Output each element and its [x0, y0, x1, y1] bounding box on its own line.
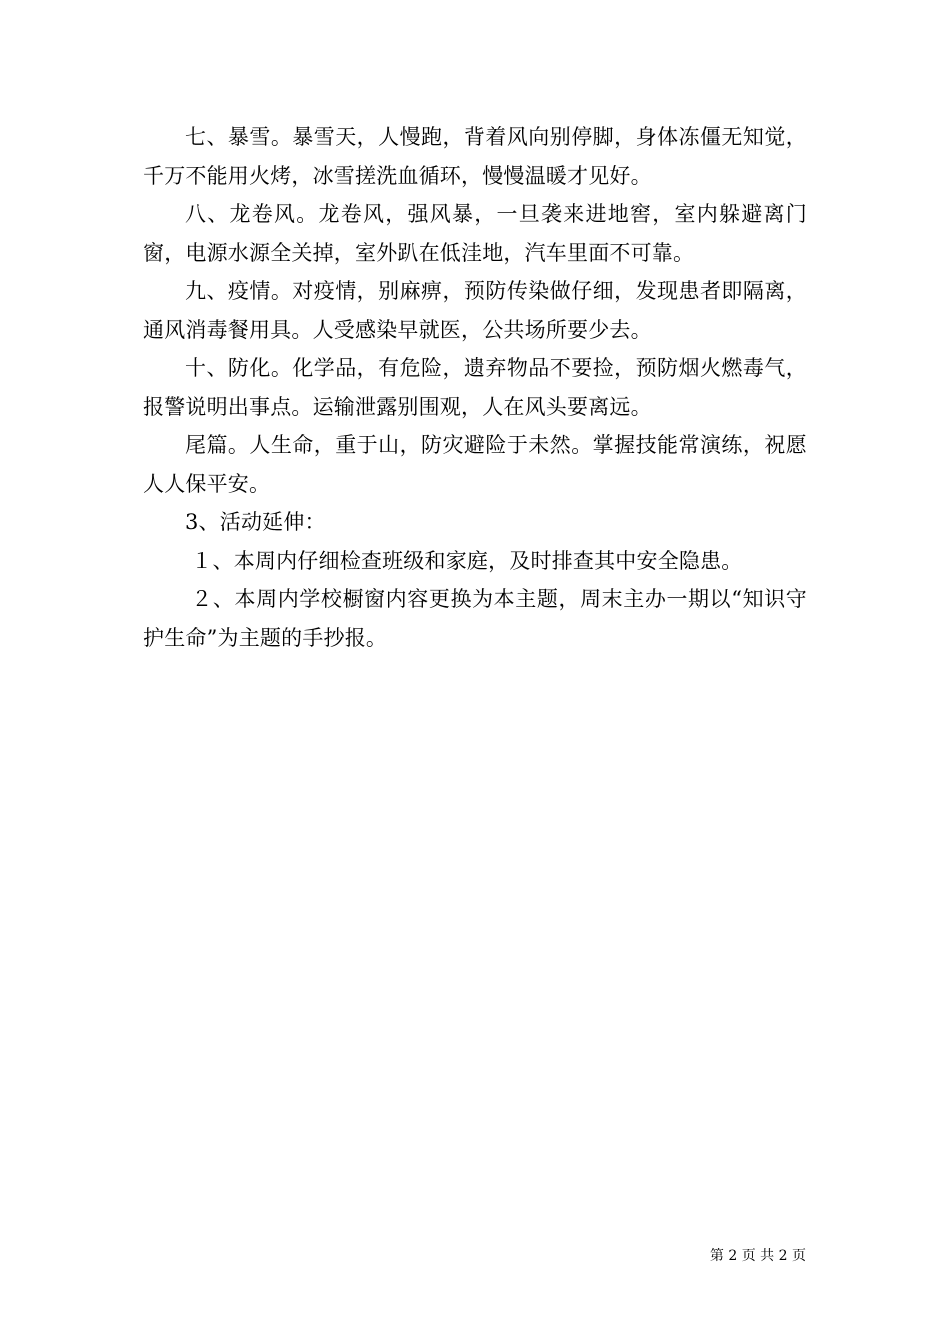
section-heading-activity-extension: 3、活动延伸：	[185, 510, 326, 534]
page-number-footer: 第 2 页 共 2 页	[709, 1248, 806, 1264]
paragraph-chemical: 十、防化。化学品，有危险，遗弃物品不要捡，预防烟火燃毒气，报警说明出事点。运输泄露别围观，人在风头要离远。	[143, 356, 807, 419]
document-body	[143, 118, 807, 657]
paragraph-epidemic: 九、疫情。对疫情，别麻痹，预防传染做仔细，发现患者即隔离，通风消毒餐用具。人受感染早就医，公共场所要少去。	[143, 279, 807, 342]
list-item-2: ２、本周内学校橱窗内容更换为本主题，周末主办一期以“知识守护生命”为主题的手抄报。	[143, 587, 807, 650]
paragraph-tornado: 八、龙卷风。龙卷风，强风暴，一旦袭来进地窖，室内躲避离门窗，电源水源全关掉，室外趴在低洼地，汽车里面不可靠。	[143, 202, 807, 265]
paragraph-epilogue: 尾篇。人生命，重于山，防灾避险于未然。掌握技能常演练，祝愿人人保平安。	[143, 433, 807, 496]
paragraph-blizzard: 七、暴雪。暴雪天，人慢跑，背着风向别停脚，身体冻僵无知觉，千万不能用火烤，冰雪搓洗血循环，慢慢温暖才见好。	[143, 125, 807, 188]
list-item-1: １、本周内仔细检查班级和家庭，及时排查其中安全隐患。	[191, 548, 743, 573]
